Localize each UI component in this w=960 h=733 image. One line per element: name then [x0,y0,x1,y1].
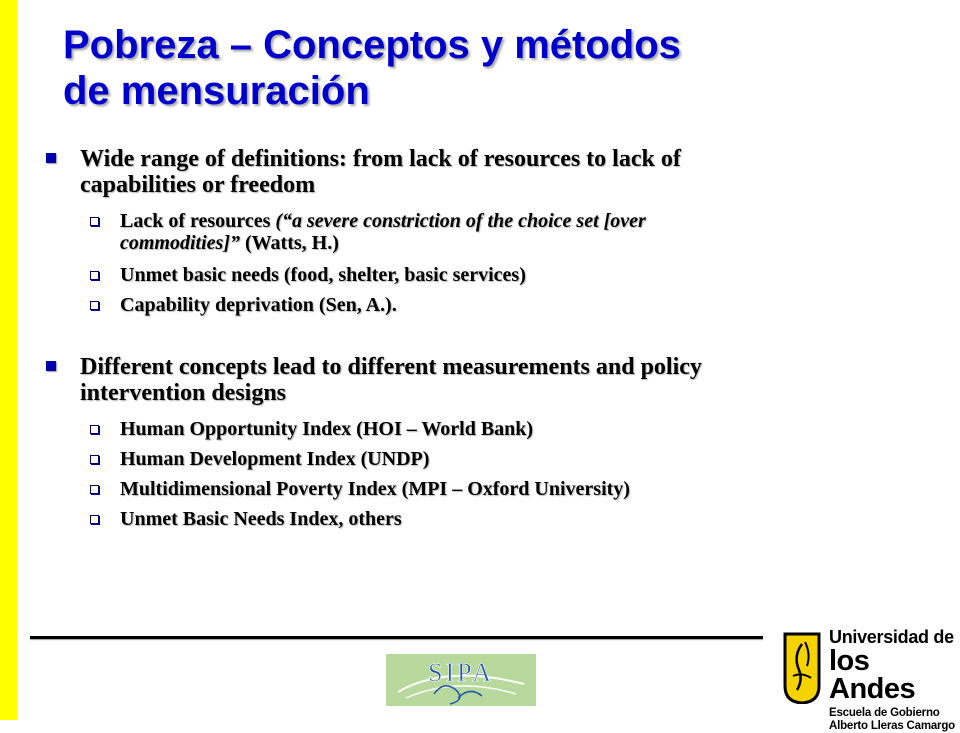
title-line-2: de mensuración [63,69,370,113]
bullet-definitions [44,146,904,198]
sub-bullet-quote-1: (“a severe constriction of the choice set [over [275,210,646,232]
sipa-logo-graphic [386,654,536,706]
school-name-line-1: Escuela de Gobierno [829,707,940,719]
hollow-square-bullet-icon [90,455,99,464]
hollow-square-bullet-icon [90,217,99,226]
sipa-logo-text: SIPA [428,658,494,687]
school-name-line-2: Alberto Lleras Camargo [829,720,955,732]
slide-content [44,146,904,530]
sub-bullet-text: Human Development Index (UNDP) [120,448,430,470]
sub-bullet-text: Unmet Basic Needs Index, others [120,508,402,530]
hollow-square-bullet-icon [90,515,99,524]
sub-bullet-hoi [44,418,904,440]
sub-bullet-suffix: (Watts, H.) [239,232,339,254]
title-line-1: Pobreza – Conceptos y métodos [63,23,681,67]
sub-bullet-mpi [44,478,904,500]
sub-bullet-quote-2: commodities]” [120,232,240,254]
footer-divider [30,636,763,639]
slide-title [63,22,883,114]
hollow-square-bullet-icon [90,425,99,434]
hollow-square-bullet-icon [90,271,99,280]
sub-bullet-text: Multidimensional Poverty Index (MPI – Oxford University) [120,478,630,500]
university-shield-icon [783,632,821,704]
bullet-text-line-2: capabilities or freedom [80,172,316,198]
sub-bullet-hdi [44,448,904,470]
hollow-square-bullet-icon [90,485,99,494]
sub-bullet-text: Unmet basic needs (food, shelter, basic services) [120,264,526,286]
bullet-text-line-1: Wide range of definitions: from lack of resources to lack of [80,146,681,172]
university-name-line-2: los Andes [829,645,916,705]
sub-bullet-prefix: Lack of resources [120,210,276,232]
square-bullet-icon [46,153,56,163]
sub-bullet-line-2 [120,232,904,254]
sub-bullet-unmet-basic-needs [44,264,904,286]
hollow-square-bullet-icon [90,301,99,310]
square-bullet-icon [46,361,56,371]
sub-bullet-ubn [44,508,904,530]
sub-bullet-text: Capability deprivation (Sen, A.). [120,294,397,316]
sipa-logo [386,654,536,706]
bullet-text-line-1: Different concepts lead to different measurements and policy [80,354,702,380]
sub-bullet-capability-deprivation [44,294,904,316]
bullet-text-line-2: intervention designs [80,380,287,406]
sub-bullet-lack-of-resources [44,210,904,254]
bullet-concepts [44,354,904,406]
university-logo [829,628,957,733]
sub-bullet-line-1 [120,210,904,232]
university-name-line-1: Universidad de [829,627,954,647]
sub-bullet-text: Human Opportunity Index (HOI – World Bank) [120,418,534,440]
left-accent-bar [0,0,17,720]
